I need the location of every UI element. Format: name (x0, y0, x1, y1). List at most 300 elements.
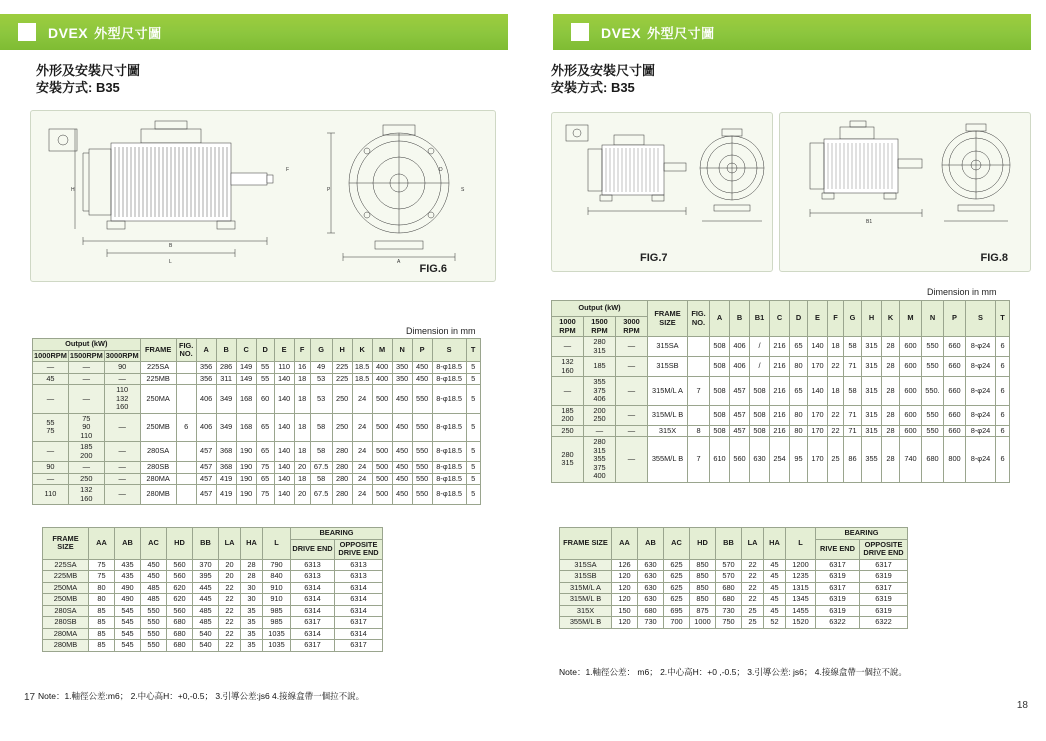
table-cell: 30 (241, 582, 263, 594)
table-cell: 18 (294, 385, 310, 414)
table-cell: 600 (900, 425, 922, 437)
table-cell: 850 (690, 582, 716, 594)
table-cell: 18.5 (352, 362, 372, 374)
right-figure-caption-1: FIG.7 (640, 252, 668, 264)
table-cell: 45 (764, 605, 786, 617)
table-cell: 400 (372, 373, 392, 385)
right-main-th-s: S (966, 301, 996, 337)
right-bearing-th-la: LA (742, 528, 764, 560)
table-cell: — (68, 373, 104, 385)
table-cell: 28 (882, 337, 900, 357)
table-cell: 6 (996, 437, 1010, 483)
table-cell: 315M/L B (648, 405, 688, 425)
table-cell: 28 (241, 559, 263, 571)
table-cell: 1035 (263, 628, 291, 640)
table-cell (176, 485, 196, 505)
table-cell: 6317 (860, 559, 908, 571)
left-drawing-panel (30, 110, 496, 282)
table-cell: — (104, 462, 140, 474)
table-cell: 6319 (860, 594, 908, 606)
table-cell: 8-φ18.5 (432, 385, 466, 414)
table-cell: 18.5 (352, 373, 372, 385)
table-cell: 545 (115, 628, 141, 640)
table-cell: 280 (332, 442, 352, 462)
table-cell: — (68, 385, 104, 414)
table-cell: 20 (219, 571, 241, 583)
left-section-title-line1: 外形及安裝尺寸圖 (36, 63, 141, 78)
table-cell: 6317 (335, 640, 383, 652)
left-main-th-c: C (236, 339, 256, 362)
table-cell: 49 (310, 362, 332, 374)
table-cell: 620 (167, 594, 193, 606)
table-cell: 75 (89, 571, 115, 583)
table-cell: 600 (900, 337, 922, 357)
table-cell: 225SA (140, 362, 176, 374)
right-page (523, 0, 1046, 741)
table-cell: 18 (294, 373, 310, 385)
left-main-th-1500: 1500RPM (68, 350, 104, 362)
table-cell: 22 (219, 617, 241, 629)
left-bearing-th-frame: FRAME SIZE (43, 528, 89, 560)
left-bearing-th-la: LA (219, 528, 241, 560)
table-cell: 20 (219, 559, 241, 571)
table-cell: 5 (466, 473, 480, 485)
table-cell: 550 (412, 442, 432, 462)
table-cell: 395 (193, 571, 219, 583)
table-cell: 550. (922, 377, 944, 406)
table-cell: 52 (764, 617, 786, 629)
svg-text:F: F (286, 167, 290, 173)
table-cell: 6 (996, 377, 1010, 406)
table-cell: 985 (263, 617, 291, 629)
table-cell: 850 (690, 559, 716, 571)
table-cell: 435 (115, 559, 141, 571)
right-bearing-table-wrap (559, 527, 908, 629)
left-main-th-1000: 1000RPM (33, 350, 69, 362)
table-cell: 250 (332, 413, 352, 442)
table-cell: 168 (236, 413, 256, 442)
left-main-th-m: M (372, 339, 392, 362)
table-cell (688, 357, 710, 377)
table-cell: — (552, 377, 584, 406)
right-bearing-table-body (560, 559, 908, 628)
table-cell: 225 (332, 373, 352, 385)
right-main-th-g: G (844, 301, 862, 337)
table-cell: 660 (944, 405, 966, 425)
table-cell: 185 200 (552, 405, 584, 425)
left-main-th-a: A (196, 339, 216, 362)
table-row (552, 357, 1010, 377)
table-cell: 25 (828, 437, 844, 483)
left-main-output-group: Output (kW) (33, 339, 141, 351)
table-cell: 53 (310, 373, 332, 385)
table-cell: 185 (584, 357, 616, 377)
table-cell: 508 (710, 405, 730, 425)
table-cell: 1200 (786, 559, 816, 571)
table-cell: 508 (750, 405, 770, 425)
table-cell: 315X (648, 425, 688, 437)
table-cell: 8-φ18.5 (432, 413, 466, 442)
table-cell: 110 (33, 485, 69, 505)
left-bearing-th-ab: AB (115, 528, 141, 560)
table-cell: 22 (219, 594, 241, 606)
table-cell: 508 (750, 377, 770, 406)
table-cell: 140 (274, 485, 294, 505)
table-cell: 58 (844, 377, 862, 406)
table-cell: 24 (352, 462, 372, 474)
left-main-th-n: N (392, 339, 412, 362)
right-drawing-panel-fig8 (779, 112, 1031, 272)
table-cell: 18 (294, 442, 310, 462)
left-bearing-table-wrap (42, 527, 383, 652)
table-cell: 85 (89, 617, 115, 629)
left-main-th-d: D (256, 339, 274, 362)
table-cell: 140 (274, 413, 294, 442)
table-cell: 6 (996, 425, 1010, 437)
right-main-table-body (552, 337, 1010, 483)
table-cell: 445 (193, 582, 219, 594)
table-cell: 560 (167, 559, 193, 571)
table-row (33, 485, 481, 505)
table-cell: 45 (764, 559, 786, 571)
table-cell: 625 (664, 594, 690, 606)
table-cell: 1520 (786, 617, 816, 629)
table-cell: 550 (922, 425, 944, 437)
table-row (43, 628, 383, 640)
table-cell: 550 (141, 617, 167, 629)
table-cell: 910 (263, 582, 291, 594)
table-cell: 500 (372, 442, 392, 462)
table-cell: 680 (716, 582, 742, 594)
table-cell: 625 (664, 571, 690, 583)
right-main-th-a: A (710, 301, 730, 337)
table-cell: 225SA (43, 559, 89, 571)
right-bearing-th-ab: AB (638, 528, 664, 560)
table-cell: 58 (310, 442, 332, 462)
table-cell: 80 (790, 425, 808, 437)
table-cell: 680 (167, 617, 193, 629)
right-bearing-th-opp: OPPOSITE DRIVE END (860, 539, 908, 559)
table-cell: 286 (216, 362, 236, 374)
table-cell: 190 (236, 473, 256, 485)
table-cell: 508 (710, 377, 730, 406)
table-cell: 28 (882, 377, 900, 406)
table-cell: 55 75 (33, 413, 69, 442)
left-bearing-table-body (43, 559, 383, 651)
table-row (43, 582, 383, 594)
table-cell: 450 (392, 413, 412, 442)
left-main-th-g: G (310, 339, 332, 362)
table-cell: 280 315 (584, 337, 616, 357)
table-cell: 280 315 (552, 437, 584, 483)
table-cell: 625 (664, 559, 690, 571)
table-cell: — (616, 437, 648, 483)
table-cell: — (33, 385, 69, 414)
table-cell: 120 (612, 571, 638, 583)
right-main-output-group: Output (kW) (552, 301, 648, 317)
table-cell: 660 (944, 357, 966, 377)
header-title-group (48, 23, 162, 42)
table-cell: 250 (552, 425, 584, 437)
svg-text:D: D (439, 167, 443, 173)
table-cell: 216 (770, 405, 790, 425)
table-cell: 225 (332, 362, 352, 374)
table-cell: 140 (274, 373, 294, 385)
table-cell: 355M/L B (648, 437, 688, 483)
table-cell: 45 (764, 571, 786, 583)
table-cell: — (616, 377, 648, 406)
left-main-th-f: F (294, 339, 310, 362)
table-cell: 8-φ18.5 (432, 485, 466, 505)
table-cell: 60 (256, 385, 274, 414)
table-cell: 450 (412, 362, 432, 374)
table-cell: 875 (690, 605, 716, 617)
table-cell: 8-φ18.5 (432, 473, 466, 485)
svg-text:B: B (169, 243, 173, 249)
table-cell: 315M/L A (560, 582, 612, 594)
table-cell: 45 (764, 582, 786, 594)
table-cell: 7 (688, 377, 710, 406)
table-cell: 8 (688, 425, 710, 437)
table-cell: 508 (710, 425, 730, 437)
table-row (33, 362, 481, 374)
table-cell: — (33, 442, 69, 462)
table-cell: 368 (216, 462, 236, 474)
table-cell: 550 (412, 385, 432, 414)
table-cell: — (616, 425, 648, 437)
left-main-th-b: B (216, 339, 236, 362)
right-main-th-n: N (922, 301, 944, 337)
table-row (33, 473, 481, 485)
left-bearing-th-bb: BB (193, 528, 219, 560)
left-note: Note：1.軸徑公差:m6； 2.中心高H：+0,-0.5； 3.引導公差:js6 4.接線盒帶一個拉不說。 (38, 691, 365, 701)
table-cell: 406 (196, 385, 216, 414)
table-cell: 120 (612, 617, 638, 629)
table-cell: 730 (638, 617, 664, 629)
table-row (43, 605, 383, 617)
table-cell: 280SB (140, 462, 176, 474)
table-cell: 450 (141, 571, 167, 583)
left-bearing-table (42, 527, 383, 652)
right-main-th-1000: 1000 RPM (552, 317, 584, 337)
table-cell: 1035 (263, 640, 291, 652)
table-cell: 840 (263, 571, 291, 583)
table-cell: 6 (996, 405, 1010, 425)
table-cell: 22 (219, 640, 241, 652)
table-cell: 400 (372, 362, 392, 374)
right-header-subtitle: 外型尺寸圖 (647, 25, 715, 41)
table-cell: 53 (310, 385, 332, 414)
left-main-th-frame: FRAME (140, 339, 176, 362)
table-cell: — (616, 405, 648, 425)
table-cell: 58 (310, 473, 332, 485)
table-cell: 225MB (43, 571, 89, 583)
table-cell: 80 (89, 582, 115, 594)
table-cell: — (584, 425, 616, 437)
table-cell: 6314 (335, 582, 383, 594)
table-cell: 24 (352, 473, 372, 485)
table-cell: 450 (392, 473, 412, 485)
table-cell: 24 (352, 442, 372, 462)
table-cell: 22 (219, 582, 241, 594)
table-cell: 22 (742, 571, 764, 583)
right-page-number: 18 (1016, 700, 1028, 711)
table-cell: 216 (770, 357, 790, 377)
right-bearing-th-aa: AA (612, 528, 638, 560)
table-cell: 6313 (335, 559, 383, 571)
table-row (33, 413, 481, 442)
left-main-th-s: S (432, 339, 466, 362)
right-main-th-p: P (944, 301, 966, 337)
table-cell: 985 (263, 605, 291, 617)
right-section-title (551, 62, 655, 96)
table-cell: 149 (236, 373, 256, 385)
right-main-th-fig: FIG. NO. (688, 301, 710, 337)
table-cell: 85 (89, 605, 115, 617)
table-cell: 20 (294, 462, 310, 474)
header-mark-icon-right (571, 23, 589, 41)
right-dimension-note: Dimension in mm (927, 287, 997, 297)
table-cell: 216 (770, 425, 790, 437)
right-main-table-wrap (551, 300, 1010, 483)
table-cell: 168 (236, 385, 256, 414)
table-cell: 22 (219, 628, 241, 640)
table-cell: 349 (216, 413, 236, 442)
table-cell: 560 (167, 571, 193, 583)
table-cell: 6 (996, 357, 1010, 377)
table-cell: 16 (294, 362, 310, 374)
table-cell: 540 (193, 640, 219, 652)
table-cell: 140 (808, 377, 828, 406)
table-cell: 315 (862, 377, 882, 406)
right-main-th-f: F (828, 301, 844, 337)
table-cell: 24 (352, 413, 372, 442)
table-cell: 280 315 355 375 400 (584, 437, 616, 483)
table-cell: 500 (372, 473, 392, 485)
table-cell: 8-φ18.5 (432, 442, 466, 462)
table-cell: 315 (862, 357, 882, 377)
table-cell: 24 (352, 485, 372, 505)
table-cell: 200 250 (584, 405, 616, 425)
table-cell: 1315 (786, 582, 816, 594)
table-cell: 185 200 (68, 442, 104, 462)
table-cell: 6313 (291, 571, 335, 583)
table-cell: 485 (141, 582, 167, 594)
table-cell: 65 (790, 337, 808, 357)
table-cell: 280SA (140, 442, 176, 462)
table-cell: 30 (241, 594, 263, 606)
right-main-th-1500: 1500 RPM (584, 317, 616, 337)
table-cell: — (552, 337, 584, 357)
table-cell: 356 (196, 362, 216, 374)
motor-dimension-drawing-fig7 (552, 113, 772, 253)
left-main-th-e: E (274, 339, 294, 362)
table-cell: 71 (844, 405, 862, 425)
table-cell: 350 (392, 373, 412, 385)
table-cell: 55 (256, 373, 274, 385)
table-cell: 1000 (690, 617, 716, 629)
table-cell: 90 (104, 362, 140, 374)
table-cell: 457 (730, 377, 750, 406)
table-cell: 1235 (786, 571, 816, 583)
table-row (33, 442, 481, 462)
table-row (560, 594, 908, 606)
table-row (560, 559, 908, 571)
table-cell: 800 (944, 437, 966, 483)
table-cell: 35 (241, 617, 263, 629)
table-cell: 24 (352, 385, 372, 414)
table-cell: 67.5 (310, 485, 332, 505)
table-cell: 406 (730, 357, 750, 377)
right-note: Note：1.軸徑公差： m6； 2.中心高H：+0 ,-0.5； 3.引導公差: js6； 4.接線盒帶一個拉不說。 (559, 667, 907, 677)
table-cell: — (33, 473, 69, 485)
table-cell: 457 (730, 425, 750, 437)
right-bearing-th-drive: RIVE END (816, 539, 860, 559)
right-main-th-c: C (770, 301, 790, 337)
table-cell: — (68, 362, 104, 374)
table-cell: / (750, 337, 770, 357)
table-cell: 570 (716, 571, 742, 583)
right-header-title-group (601, 23, 715, 42)
table-cell: 349 (216, 385, 236, 414)
table-row (560, 582, 908, 594)
table-cell (688, 405, 710, 425)
table-cell: 45 (764, 594, 786, 606)
table-cell: 75 (256, 485, 274, 505)
table-cell: 65 (256, 442, 274, 462)
table-cell: 680 (922, 437, 944, 483)
table-cell: 6322 (860, 617, 908, 629)
table-cell: 508 (710, 337, 730, 357)
right-figure-caption-2: FIG.8 (980, 252, 1008, 264)
table-cell: 550 (922, 405, 944, 425)
table-cell: 457 (196, 485, 216, 505)
table-cell: 560 (730, 437, 750, 483)
table-row (560, 605, 908, 617)
svg-text:P: P (327, 187, 331, 193)
table-cell: 700 (664, 617, 690, 629)
table-cell: 8-φ24 (966, 357, 996, 377)
table-cell: 190 (236, 485, 256, 505)
table-cell: 140 (274, 442, 294, 462)
table-cell: 6314 (291, 582, 335, 594)
table-cell: 140 (274, 385, 294, 414)
right-bearing-th-frame: FRAME SIZE (560, 528, 612, 560)
table-cell: — (616, 337, 648, 357)
table-cell: 315SB (560, 571, 612, 583)
table-cell: 740 (900, 437, 922, 483)
table-cell: 315 (862, 405, 882, 425)
table-cell: 550 (412, 473, 432, 485)
table-cell: 450 (392, 442, 412, 462)
table-cell: 500 (372, 385, 392, 414)
table-cell (176, 373, 196, 385)
table-cell: 450 (412, 373, 432, 385)
table-row (33, 385, 481, 414)
table-cell: 8-φ18.5 (432, 362, 466, 374)
table-cell: 355 375 406 (584, 377, 616, 406)
table-cell: 570 (716, 559, 742, 571)
table-cell: 280MA (140, 473, 176, 485)
table-cell: 6317 (860, 582, 908, 594)
table-cell: 419 (216, 485, 236, 505)
table-cell: 600 (900, 405, 922, 425)
right-main-th-e: E (808, 301, 828, 337)
table-cell: 170 (808, 357, 828, 377)
table-cell: 6314 (291, 594, 335, 606)
table-cell: 120 (612, 582, 638, 594)
right-main-th-h: H (862, 301, 882, 337)
